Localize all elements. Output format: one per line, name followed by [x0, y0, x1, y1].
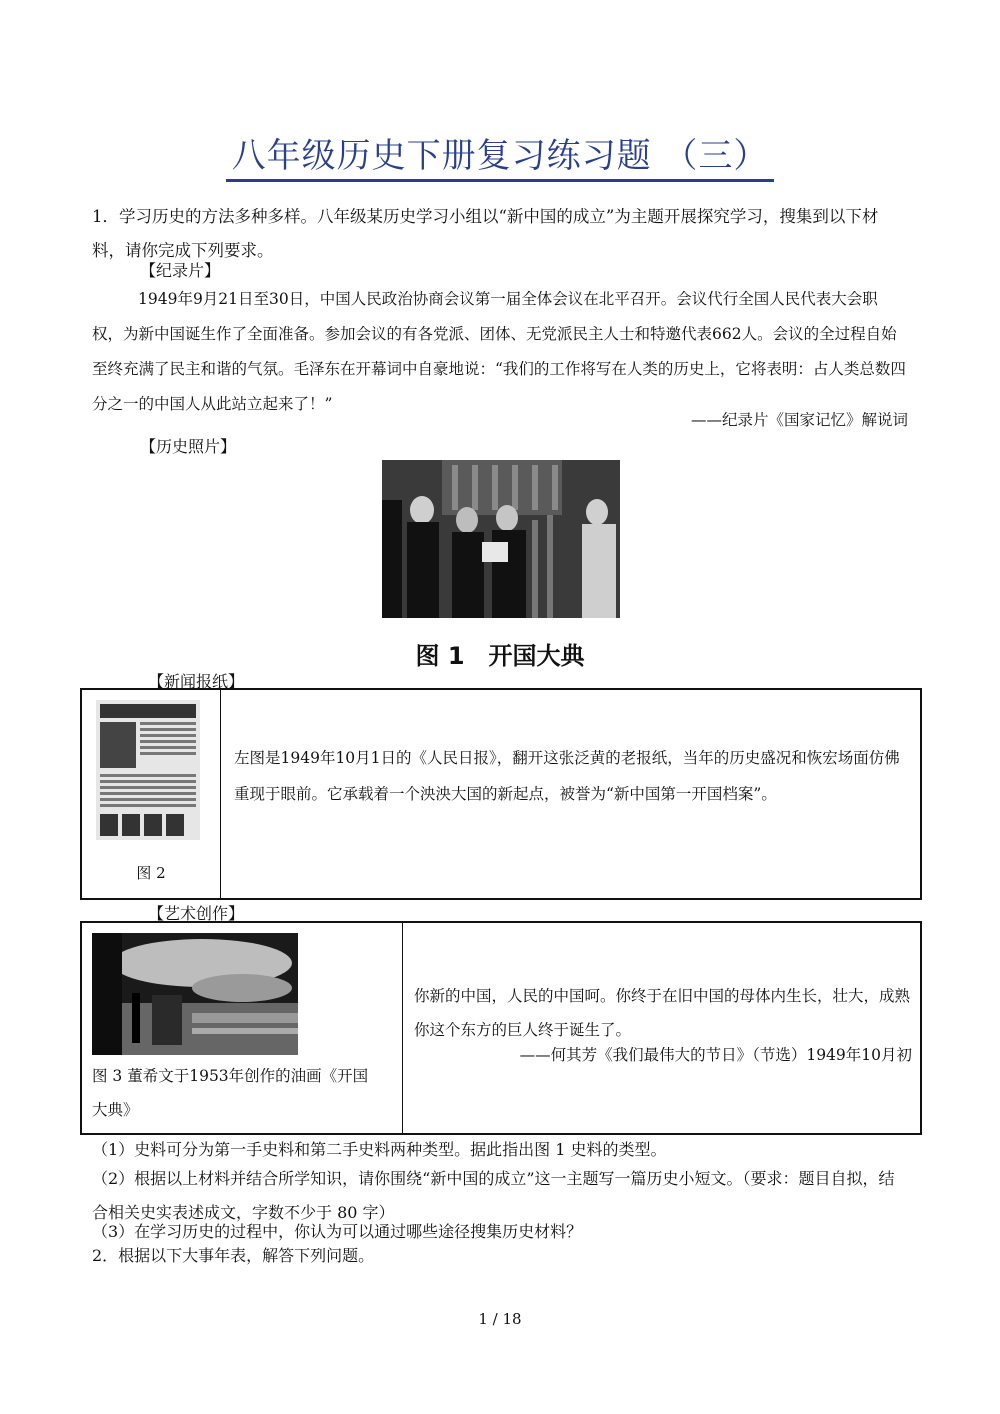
figure-2-caption: 图 2 — [136, 864, 166, 882]
poem-text: 你新的中国，人民的中国呵。你终于在旧中国的母体内生长，壮大，成熟你这个东方的巨人终于诞生了。 — [414, 987, 911, 1039]
figure-1-caption: 图 1 开国大典 — [415, 642, 585, 670]
newspaper-image-cell — [82, 690, 221, 898]
documentary-text: 1949年9月21日至30日，中国人民政治协商会议第一届全体会议在北平召开。会议代行全国人民代表大会职权，为新中国诞生作了全面准备。参加会议的有各党派、团体、无党派民主人士和特邀代表662人。会议的全过程自始至终充满了民主和谐的气氛。毛泽东在开幕词中自豪地说：“我们的工作将写在人类的历史上，它将表明：占人类总数四分之一的中国人从此站立起来了！” — [92, 290, 906, 413]
founding-ceremony-photo — [382, 460, 620, 618]
sub-question-2: （2）根据以上材料并结合所学知识，请你围绕“新中国的成立”这一主题写一篇历史小短文。（要求：题目自拟，结合相关史实表述成文，字数不少于 80 字） — [92, 1169, 895, 1222]
question-1-intro: 1．学习历史的方法多种多样。八年级某历史学习小组以“新中国的成立”为主题开展探究学习，搜集到以下材料，请你完成下列要求。 — [92, 207, 879, 260]
page-number: 1 / 18 — [478, 1310, 522, 1328]
art-label: 【艺术创作】 — [148, 904, 245, 923]
sub-question-3: （3）在学习历史的过程中，你认为可以通过哪些途径搜集历史材料？ — [92, 1222, 583, 1241]
painting-image — [92, 933, 298, 1055]
painting-cell — [82, 923, 403, 1133]
question-2-intro: 2．根据以下大事年表，解答下列问题。 — [92, 1246, 375, 1265]
newspaper-label: 【新闻报纸】 — [148, 672, 245, 691]
newspaper-image — [96, 700, 200, 840]
newspaper-text: 左图是1949年10月1日的《人民日报》，翻开这张泛黄的老报纸，当年的历史盛况和恢宏场面仿佛重现于眼前。它承载着一个泱泱大国的新起点，被誉为“新中国第一开国档案”。 — [234, 749, 900, 803]
documentary-label: 【纪录片】 — [140, 261, 221, 280]
photo-label: 【历史照片】 — [140, 437, 237, 456]
figure-3-caption: 图 3 董希文于1953年创作的油画《开国大典》 — [92, 1067, 369, 1119]
newspaper-box — [80, 688, 922, 900]
documentary-attribution: ——纪录片《国家记忆》解说词 — [690, 411, 908, 429]
page-title: 八年级历史下册复习练习题 （三） — [0, 128, 1000, 182]
sub-question-1: （1）史料可分为第一手史料和第二手史料两种类型。据此指出图 1 史料的类型。 — [92, 1140, 667, 1159]
art-box — [80, 921, 922, 1135]
poem-attribution: ——何其芳《我们最伟大的节日》（节选）1949年10月初 — [519, 1046, 912, 1064]
